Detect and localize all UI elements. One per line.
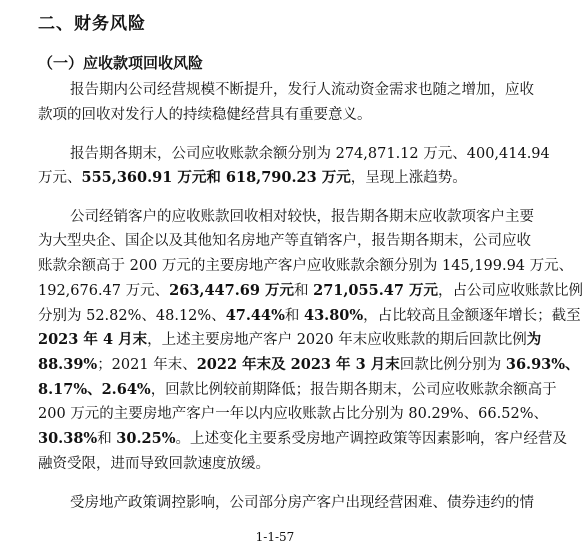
text-run: ，呈现上涨趋势。 xyxy=(350,170,467,186)
bold-text: 555,360.91 万元和 618,790.23 万元 xyxy=(81,169,351,186)
text-run: 200 万元的主要房地产客户一年以内应收账款占比分别为 80.29%、66.52%、 xyxy=(38,406,548,422)
text-run: ，上述主要房地产客户 2020 年末应收账款的期后回款比例 xyxy=(147,332,527,348)
text-run: ；2021 年末、 xyxy=(97,357,197,373)
paragraph-line xyxy=(38,232,531,250)
subsection-title: （一）应收款项回收风险 xyxy=(38,54,204,72)
paragraph-line xyxy=(38,169,520,187)
bold-text: 271,055.47 万元 xyxy=(313,282,438,299)
bold-text: 2022 年末及 2023 年 3 月末 xyxy=(196,356,400,373)
bold-text: 36.93%、 xyxy=(505,356,580,373)
text-run: 和 xyxy=(97,431,117,447)
bold-text: 43.80% xyxy=(303,307,364,324)
paragraph-line xyxy=(38,282,583,300)
text-run: 192,676.47 万元、 xyxy=(38,283,170,299)
bold-text: 88.39% xyxy=(38,356,98,373)
paragraph-line xyxy=(38,257,574,275)
text-run: ，占公司应收账款比例 xyxy=(437,283,583,299)
page-number: 1-1-57 xyxy=(255,530,295,544)
bold-text: 30.25% xyxy=(116,430,176,447)
text-run: 和 xyxy=(294,283,314,299)
text-run: 受房地产政策调控影响，公司部分房产客户出现经营困难、债券违约的情 xyxy=(70,495,534,511)
text-run: 款项的回收对发行人的持续稳健经营具有重要意义。 xyxy=(38,107,372,123)
section-title: 二、财务风险 xyxy=(38,14,146,34)
paragraph-line xyxy=(38,106,520,124)
text-run: 账款余额高于 200 万元的主要房地产客户应收账款余额分别为 145,199.94 万元、 xyxy=(38,258,574,274)
bold-text: 263,447.69 万元 xyxy=(169,282,294,299)
bold-text: 为 xyxy=(526,331,542,348)
paragraph-line xyxy=(38,331,542,349)
bold-text: 8.17%、2.64% xyxy=(38,381,151,398)
text-run: 和 xyxy=(284,308,304,324)
paragraph-line xyxy=(70,494,534,512)
text-run: 报告期各期末，公司应收账款余额分别为 274,871.12 万元、400,414.94 xyxy=(70,146,550,162)
text-run: 报告期内公司经营规模不断提升，发行人流动资金需求也随之增加，应收 xyxy=(70,82,534,98)
bold-text: 2023 年 4 月末 xyxy=(38,331,148,348)
paragraph-line xyxy=(38,430,567,448)
paragraph-line xyxy=(38,307,581,325)
text-run: 融资受限，进而导致回款速度放缓。 xyxy=(38,456,270,472)
text-run: 公司经销客户的应收账款回收相对较快，报告期各期末应收款项客户主要 xyxy=(70,209,534,225)
bold-text: 47.44% xyxy=(225,307,285,324)
paragraph-line xyxy=(70,81,534,99)
paragraph-line xyxy=(70,208,534,226)
paragraph-line xyxy=(38,455,520,473)
text-run: 。上述变化主要系受房地产调控政策等因素影响，客户经营及 xyxy=(175,431,567,447)
paragraph-line xyxy=(38,381,557,399)
paragraph-line xyxy=(70,145,550,163)
text-run: ，回款比例较前期降低；报告期各期末，公司应收账款余额高于 xyxy=(150,382,557,398)
text-run: 分别为 52.82%、48.12%、 xyxy=(38,308,226,324)
text-run: ，占比较高且金额逐年增长；截至 xyxy=(363,308,581,324)
text-run: 万元、 xyxy=(38,170,82,186)
paragraph-line xyxy=(38,356,580,374)
bold-text: 30.38% xyxy=(38,430,98,447)
text-run: 为大型央企、国企以及其他知名房地产等直销客户，报告期各期末，公司应收 xyxy=(38,233,531,249)
text-run: 回款比例分别为 xyxy=(399,357,506,373)
paragraph-line xyxy=(38,405,548,423)
